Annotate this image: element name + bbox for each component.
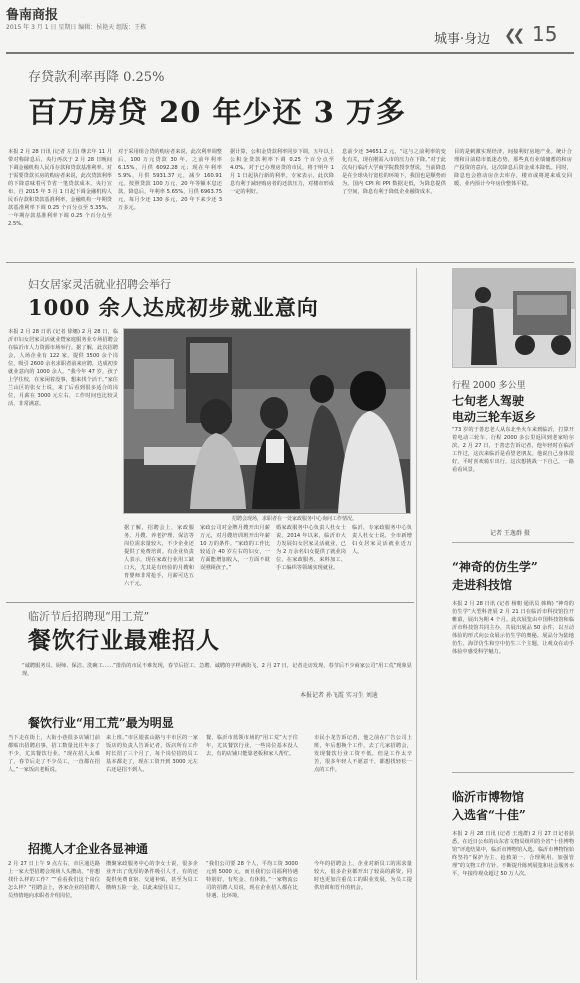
article1-headline: 百万房贷 20 年少还 3 万多 [28,95,406,129]
newspaper-logo: 鲁南商报 [6,8,59,23]
job-fair-photo-caption: 招聘会现场，求职者在一处家政服务中心询问工作情况。 [232,516,358,522]
sidebar1-byline: 记者 王逸群 摄 [490,530,530,537]
article3-sub1-col3: 餐，临沂市蓝领市场的“用工荒”大于往年，尤其餐饮行业，一些岗位基本没人去，有的店铺只能靠老板和家人帮忙。 [206,735,298,757]
sidebar3-headline-line2: 入选省“十佳” [452,808,526,822]
article1-col5: 目的是刺激实现经济，间接利好房地产业。统计合理和目前稳市低迷态势，那些真有业绩储蓄的和房产投资的意向，这次降息后资金成本降低。同时，降息也会推动房企去库存，楼市或将迎来成交回暖，业内预计今年房价整体平稳。 [454,149,572,187]
divider-1 [6,262,574,263]
article3-byline: 本报记者 孙飞霞 实习生 刘迪 [300,692,378,699]
sidebar-divider [416,268,417,980]
article3-sub1-col4: 市民小龙告诉记者，他之前在广告公司上班，年后想换个工作，去了几家招聘会，发现餐饮行业工资不低，但是工作太辛苦，很多年轻人不愿意干，都想找轻松一点的工作。 [314,735,412,773]
article3-subhead2: 招揽人才企业各显神通 [28,842,149,856]
sidebar1-body: “73 岁的于善忠老人从东北坐火车来到临沂，打算开着电动三轮车、行程 2000 多公里返回到老家哈尔滨。2 月 27 日，于善忠告诉记者，他年轻时在临沂工作过，这次来临沂是看望老朋友。他说自己身体很好，平时喜欢骑车出行，这次想挑战一下自己，一路看看风景。 [452,427,574,473]
article2-col5: 临沂，专家政服务中心负责人杜女士说，全市新增妇女居家灵活就业近万人。 [352,525,412,555]
article3-lede: “诚聘服务员、厨师、保洁、洗碗工……”排沿的市民不难发现，春节后招工、急聘、诚聘的字样满街飞，2 月 27 日，记者走访发现，春节后不少商家公司“用工荒”现象显现。 [22,663,412,677]
sidebar1-headline-line1: 七旬老人驾驶 [452,394,525,408]
sidebar2-headline-line1: “神奇的仿生学” [452,560,538,574]
article3-sub2-col1: 2 月 27 日上午 9 点左右，市区通达路上一家大型招聘会现场人头攒动。“你想找什么样的工作？”“看看我们这个岗位怎么样？”招聘会上，各家企业的招聘人员热情地向求职者介绍岗位。 [8,861,100,899]
header-divider [6,52,574,54]
article1-col3: 据计算，公积金贷款利率同步下调，五年以上公积金贷款利率下调 0.25 个百分点至 4.0%。对于已办理房贷的市民，将于明年 1 月 1 日起执行新的利率。专家表示，此次降息有利于减轻购房者的还款压力，对楼市形成一定的利好。 [230,149,334,195]
sidebar1-headline-line2: 电动三轮车返乡 [452,410,537,424]
sidebar2-body: 本报 2 月 28 日讯 (记者 杨朝 通讯员 韩梅) “神奇的仿生学”大型科普展 2 月 21 日在临沂市科技馆拉开帷幕，展出为期 4 个月。此次展览由中国科技馆和临沂市科技馆共同主办，共展出展品 50 余件，以互动体验的形式向公众展示仿生学的奥秘。展品分为陆地仿生、海洋仿生和空中仿生三个主题，让观众在动手体验中感受科学魅力。 [452,601,574,655]
sidebar3-body: 本报 2 月 28 日讯 (记者 王逸群) 2 月 27 日记者获悉，在近日公布的山东省文物局组织的全省“十佳博物馆”评选结果中，临沂市博物馆入选。临沂市博物馆始终坚持“保护为主、抢救第一、合理利用、加强管理”的文物工作方针，不断提升陈列展览和社会服务水平，年接待观众超过 50 万人次。 [452,831,574,877]
article3-sub2-col3: “我们公司要 28 个人，平均工资 3000 元到 5000 元，而且我们公司福利待遇特别好，有奖金、有休假。”一家物流公司的招聘人员说，现在企业招人都在比待遇、比环境。 [206,861,298,899]
article1-col1: 本报 2 月 28 日讯 (记者 左昌) 继去年 11 月带对称降息后，央行再次于 2 月 28 日晚间下调金融机构人民币存款和贷款基准利率。对于需要贷款买房的购房者来说，此次贷款利率的下降意味着可节省一笔贷款成本。央行宣布，自 2015 年 3 月 1 日起下调金融机构人民币存款和贷款基准利率，金融机构一年期贷款基准利率下调 0.25 个百分点至 5.35%，一年期存款基准利率下调 0.25 个百分点至 2.5%。 [8,149,112,227]
article2-kicker: 妇女居家灵活就业招聘会举行 [28,278,171,291]
article2-col1: 本报 2 月 28 日讯 (记者 徐娜) 2 月 28 日，临沂市妇女居家灵活就业暨家庭服务业专场招聘会在临沂市人力资源市场举行。据了解，此次招聘会，人场企业有 122 家，提供 3500 余个岗位，吸引 2600 余名求职者前来应聘，达成初步就业意向的 1000 余人。“我今年 47 岁，孩子上学住校，在家闲着没事，想来找个活干。”家住兰山区的张女士说，来了后看到很多适合的岗位，月薪在 3000 元左右，工作时间也比较灵活，非常满意。 [8,329,118,407]
article2-headline: 1000 余人达成初步就业意向 [28,295,319,320]
tricycle-illustration [453,269,575,367]
article3-subhead1: 餐饮行业“用工荒”最为明显 [28,716,174,730]
job-fair-photo [123,328,411,514]
divider-2 [6,602,414,603]
job-fair-illustration [124,329,410,513]
article3-sub2-col4: 今年的招聘会上，企业对新员工的需求量较大，很多企业都开出了较高的薪资，同时也更加注重员工的职业发展，为员工提供培训和晋升的机会。 [314,861,412,891]
article2-col2: 据了解，招聘会上，家政服务、月嫂、养老护理、保洁等岗位需求量较大，不少企业还提供了免费培训。有企业负责人表示，现在家政行业用工缺口大，尤其是有经验的月嫂和育婴师非常抢手，月薪可达五六千元。 [124,525,194,587]
sidebar3-headline-line1: 临沂市博物馆 [452,790,525,804]
article3-headline: 餐饮行业最难招人 [28,627,220,654]
section-title: 城事·身边 [434,32,491,47]
sidebar1-kicker: 行程 2000 多公里 [452,381,526,391]
double-chevron-left-icon: ❮❮ [504,26,522,44]
tricycle-photo [452,268,576,368]
sidebar2-headline-line2: 走进科技馆 [452,578,513,592]
article1-col4: 息前少还 34651.2 元。“这与之前利率的变化有关，现在刚需入市的压力在下降。”对于此次央行临沂大学商学院教授李慧说，当前降息是在全球央行宽松的环境下，我国也是顺势而为。国内 CPI 和 PPI 数据走低，为降息提供了空间，降息有利于降低企业融资成本。 [342,149,446,195]
article3-kicker: 临沂节后招聘现“用工荒” [28,610,150,623]
article3-sub1-col2: 来上班。”市区银雀山路与丰市区的一家饭店的负责人告诉记者，饭店所有工作时长招了三个月了，每个岗位招的员工基本都走了，现在工资开到 3000 元左右还是招不到人。 [106,735,198,773]
article2-col3: 家政公司对金牌月嫂开出月薪万元，对月嫂培训班开出年薪 10 万的条件。“家政的工作比较适合 40 岁左右的妇女，一方面能增加收入，一方面不耽误照顾孩子。” [200,525,270,571]
issue-meta: 2015 年 3 月 1 日 星期日 编辑：侯艳天 组版：王栋 [6,24,147,31]
article3-sub1-col1: 当下走在街上，大街小巷很多店铺门前都贴出招聘启事，招工数量比往年多了不少，尤其餐饮行业。“现在招人太难了，春节后走了不少员工，一直都在招人。”一家饭店老板说。 [8,735,100,773]
page-number: 15 [532,22,558,46]
sidebar-divider-1 [452,542,574,543]
article3-sub2-col2: 攒聚家政服务中心的李女士说，很多企业开出了优厚的条件吸引人才，有的还提供免费食宿、交通补贴，甚至为员工缴纳五险一金，以此来留住员工。 [106,861,198,891]
sidebar-divider-2 [452,772,574,773]
article1-col2: 对于采用组合贷的购房者来说，此次利率调整后，100 万元贷款 30 年，之前年利率 6.15%，月供 6092.28 元；现在年利率 5.9%，月供 5931.37 元，减少 160.91 元。按照贷款 100 万元、20 年等额本息还款，降息后，年利率 5.65%，月供 6963.75 元，每月少还 130 多元，20 年下来少还 3 万多元。 [118,149,222,211]
article2-col4: 婚家政服务中心负责人杜女士说。2014 年以来，临沂市大力发展妇女居家灵活就业，已为 2 万余名妇女提供了就业岗位，在家政服务、来料加工、手工编织等领域实现就业。 [276,525,346,571]
article1-kicker: 存贷款利率再降 0.25% [28,70,165,85]
